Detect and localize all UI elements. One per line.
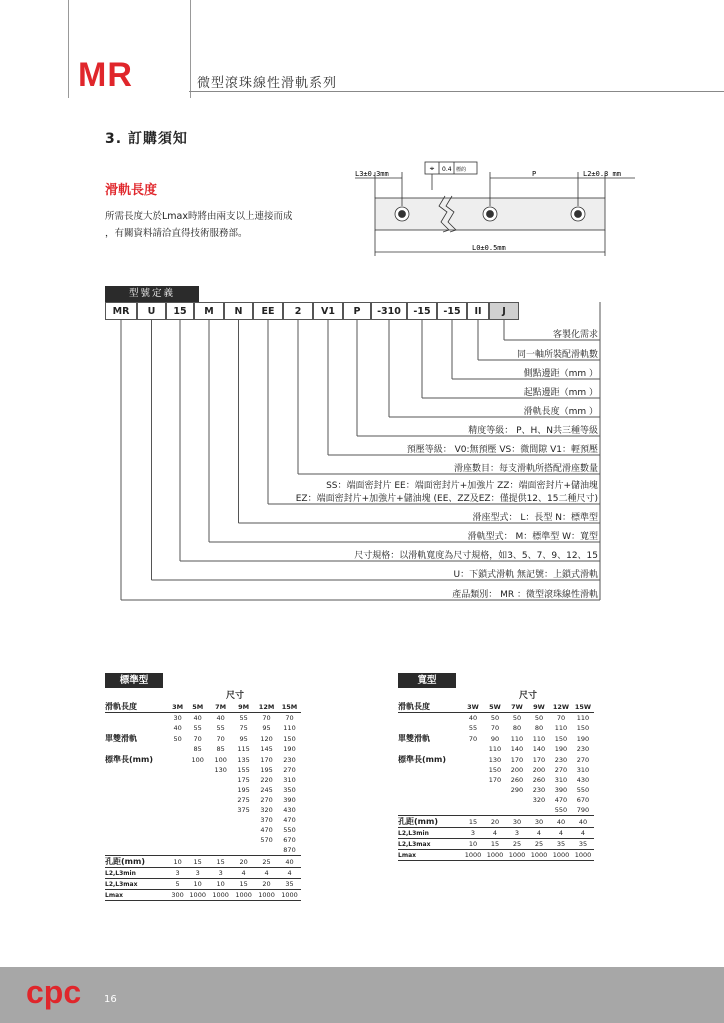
length-cell: 110 (532, 734, 546, 743)
length-cell: 790 (576, 806, 590, 814)
length-cell: 110 (554, 724, 568, 732)
footer-row-label: 孔距(mm) (105, 856, 169, 868)
length-cell: 170 (260, 755, 273, 764)
length-cell: 140 (510, 745, 524, 753)
label-spacer (398, 795, 462, 805)
length-cell: 50 (512, 714, 522, 722)
code-row-text: 滑軌長度（mm ） (523, 407, 598, 417)
label-spacer (398, 723, 462, 733)
length-cell: 50 (173, 734, 182, 743)
footer-cell: 10 (462, 839, 484, 850)
length-cell (209, 785, 232, 795)
footer-cell: 3 (506, 828, 528, 839)
length-cell (169, 795, 186, 805)
code-row-text: 精度等級： P、H、N共三種等級 (468, 426, 598, 436)
length-cell: 430 (576, 776, 590, 784)
length-cell: 50 (490, 714, 500, 722)
length-cell (209, 825, 232, 835)
length-cell: 220 (260, 776, 273, 784)
length-cell (169, 785, 186, 795)
length-cell (484, 805, 506, 816)
length-cell: 130 (488, 755, 502, 764)
size-cell: 15M (278, 701, 301, 713)
length-cell: 470 (554, 796, 568, 804)
footer-row-label: L2,L3max (105, 879, 169, 890)
length-cell: 55 (468, 724, 478, 732)
length-cell: 70 (468, 734, 478, 743)
footer-cell: 35 (550, 839, 572, 850)
length-cell (169, 754, 186, 765)
unit-label-1: 單雙滑軌 (105, 734, 137, 743)
code-row-text: 滑軌型式： M：標準型 W：寬型 (467, 532, 598, 542)
length-cell (462, 805, 484, 816)
length-cell (169, 744, 186, 754)
footer-cell: 1000 (550, 850, 572, 861)
footer-cell: 40 (278, 856, 301, 868)
cpc-logo: cpc (26, 974, 82, 1010)
footer-cell: 30 (506, 816, 528, 828)
length-cell: 270 (260, 796, 273, 804)
code-row-text: 側點邊距（mm ） (523, 369, 598, 379)
label-spacer (105, 713, 169, 724)
code-cell: J (489, 302, 519, 320)
length-cell: 110 (510, 734, 524, 743)
length-cell: 150 (576, 724, 590, 732)
footer-cell: 4 (550, 828, 572, 839)
length-cell (506, 795, 528, 805)
length-cell: 230 (532, 786, 546, 794)
code-row-text: EZ：端面密封片+加強片+儲油塊 (EE、ZZ及EZ：僅提供12、15二種尺寸) (295, 494, 598, 504)
footer-cell: 1000 (528, 850, 550, 861)
code-cell: -310 (371, 302, 407, 320)
code-row-text: 尺寸規格：以滑軌寬度為尺寸規格，如3、5、7、9、12、15 (354, 551, 598, 561)
length-cell (169, 765, 186, 775)
footer-cell: 15 (462, 816, 484, 828)
length-cell: 310 (576, 766, 590, 774)
footer-cell: 25 (528, 839, 550, 850)
section-title: 3. 訂購須知 (105, 131, 188, 147)
length-cell (209, 805, 232, 815)
code-cell: II (467, 302, 489, 320)
length-cell (209, 845, 232, 856)
length-cell: 310 (283, 776, 296, 784)
length-cell (186, 765, 209, 775)
length-cell: 320 (260, 806, 273, 814)
length-cell (462, 765, 484, 775)
label-spacer (105, 835, 169, 845)
size-cell: 5W (484, 701, 506, 713)
label-spacer (105, 765, 169, 775)
length-cell: 150 (554, 734, 568, 743)
length-cell (209, 815, 232, 825)
footer-row-label: L2,L3max (398, 839, 462, 850)
footer-cell: 15 (186, 856, 209, 868)
length-cell (462, 744, 484, 754)
footer-cell: 3 (209, 868, 232, 879)
length-cell (462, 795, 484, 805)
label-spacer (398, 713, 462, 724)
footer-cell: 300 (169, 890, 186, 901)
page-number: 16 (104, 994, 117, 1005)
length-cell: 550 (283, 826, 296, 834)
length-cell: 670 (283, 836, 296, 844)
length-cell: 350 (283, 786, 296, 794)
length-cell: 195 (260, 766, 273, 774)
length-cell: 80 (534, 724, 544, 732)
length-cell: 270 (554, 766, 568, 774)
length-cell: 140 (532, 745, 546, 753)
size-header: 尺寸 (225, 691, 244, 701)
label-spacer (105, 795, 169, 805)
length-cell: 260 (510, 776, 524, 784)
length-cell: 70 (490, 724, 500, 732)
length-cell: 390 (554, 786, 568, 794)
footer-cell: 1000 (484, 850, 506, 861)
description-line-1: 所需長度大於Lmax時將由兩支以上連接而成 (105, 211, 293, 222)
length-cell: 470 (260, 826, 273, 834)
footer-row-label: Lmax (398, 850, 462, 861)
code-cell: N (224, 302, 253, 320)
size-cell: 9W (528, 701, 550, 713)
length-cell: 100 (214, 755, 227, 764)
length-cell: 85 (216, 745, 225, 753)
length-cell: 40 (173, 724, 182, 732)
length-cell: 110 (576, 714, 590, 722)
length-cell (462, 775, 484, 785)
wide-spec-table (398, 688, 594, 861)
footer-cell: 4 (484, 828, 506, 839)
length-cell: 550 (554, 806, 568, 814)
unit-label-2: 標準長(mm) (398, 755, 446, 764)
length-cell: 370 (260, 816, 273, 824)
footer-cell: 1000 (209, 890, 232, 901)
footer-cell: 4 (278, 868, 301, 879)
length-cell (186, 815, 209, 825)
length-cell (484, 795, 506, 805)
footer-cell: 3 (186, 868, 209, 879)
size-cell: 12M (255, 701, 278, 713)
length-cell: 70 (285, 714, 294, 722)
size-cell: 3M (169, 701, 186, 713)
size-cell: 3W (462, 701, 484, 713)
length-cell (209, 835, 232, 845)
footer-row-label: L2,L3min (398, 828, 462, 839)
label-spacer (398, 744, 462, 754)
footer-cell: 40 (572, 816, 594, 828)
label-spacer (105, 785, 169, 795)
length-cell (232, 825, 255, 835)
footer-cell: 30 (528, 816, 550, 828)
length-cell: 120 (260, 734, 273, 743)
length-cell: 430 (283, 806, 296, 814)
length-cell: 50 (534, 714, 544, 722)
svg-text:⌖: ⌖ (429, 164, 435, 173)
label-spacer (398, 805, 462, 816)
label-spacer (105, 775, 169, 785)
size-cell: 9M (232, 701, 255, 713)
l3-label: L3±0.3mm (355, 170, 389, 178)
code-cell: -15 (437, 302, 467, 320)
length-cell: 110 (283, 724, 296, 732)
length-cell: 55 (193, 724, 202, 732)
length-cell: 170 (488, 776, 502, 784)
length-cell: 55 (239, 714, 248, 722)
length-cell: 150 (283, 734, 296, 743)
length-cell: 230 (576, 745, 590, 753)
standard-spec-table (105, 688, 301, 901)
length-cell: 80 (512, 724, 522, 732)
l2-label: L2±0.3 mm (583, 170, 621, 178)
length-cell: 570 (260, 836, 273, 844)
footer-cell: 20 (484, 816, 506, 828)
length-cell: 275 (237, 796, 250, 804)
length-cell: 190 (554, 745, 568, 753)
footer-cell: 20 (232, 856, 255, 868)
length-cell (528, 805, 550, 816)
code-row-text: 滑座型式： L：長型 N：標準型 (472, 513, 598, 523)
size-cell: 5M (186, 701, 209, 713)
length-cell: 85 (193, 745, 202, 753)
length-cell (209, 795, 232, 805)
length-cell (462, 785, 484, 795)
length-cell: 245 (260, 786, 273, 794)
footer-cell: 1000 (278, 890, 301, 901)
header-title: 微型滾珠線性滑軌系列 (197, 76, 338, 91)
code-cell: V1 (313, 302, 343, 320)
length-cell: 170 (532, 755, 546, 764)
description-line-2: ，有關資料請洽直得技術服務部。 (105, 228, 248, 239)
length-cell (506, 805, 528, 816)
unit-label-2: 標準長(mm) (105, 755, 153, 764)
length-cell: 40 (468, 714, 478, 722)
footer-cell: 20 (255, 879, 278, 890)
length-cell: 670 (576, 796, 590, 804)
length-cell: 195 (237, 786, 250, 794)
footer-cell: 15 (209, 856, 232, 868)
footer-cell: 4 (572, 828, 594, 839)
code-row-text: U：下鎖式滑軌 無記號：上鎖式滑軌 (453, 570, 598, 580)
label-spacer (398, 785, 462, 795)
footer-cell: 4 (232, 868, 255, 879)
length-header: 滑軌長度 (105, 701, 169, 713)
length-cell: 550 (576, 786, 590, 794)
length-cell: 55 (216, 724, 225, 732)
tolerance-value: 0.4 (442, 166, 452, 173)
length-cell (186, 805, 209, 815)
footer-cell: 35 (572, 839, 594, 850)
length-cell: 70 (556, 714, 566, 722)
code-row-text: 同一軸所裝配滑軌數 (516, 350, 598, 360)
p-label: P (532, 170, 537, 178)
l0-label: L0±0.5mm (472, 244, 506, 252)
footer-cell: 3 (169, 868, 186, 879)
footer-cell: 10 (169, 856, 186, 868)
code-row-text: 起點邊距（mm ） (523, 388, 598, 398)
length-cell (169, 835, 186, 845)
label-spacer (105, 845, 169, 856)
length-cell: 70 (216, 734, 225, 743)
length-cell: 40 (193, 714, 202, 722)
length-cell: 270 (283, 766, 296, 774)
length-cell (169, 805, 186, 815)
code-cell: MR (105, 302, 137, 320)
footer-row-label: 孔距(mm) (398, 816, 462, 828)
length-cell: 320 (532, 796, 546, 804)
length-cell: 470 (283, 816, 296, 824)
label-spacer (105, 815, 169, 825)
length-cell: 90 (490, 734, 500, 743)
footer-cell: 15 (232, 879, 255, 890)
size-cell: 12W (550, 701, 572, 713)
footer-cell: 25 (506, 839, 528, 850)
code-cell: M (194, 302, 224, 320)
footer-row-label: L2,L3min (105, 868, 169, 879)
footer-cell: 1000 (572, 850, 594, 861)
size-header: 尺寸 (518, 691, 537, 701)
code-cell: 15 (166, 302, 194, 320)
length-cell (169, 775, 186, 785)
mr-logo: MR (78, 56, 133, 94)
footer-cell: 15 (484, 839, 506, 850)
length-cell (232, 815, 255, 825)
code-cell: EE (253, 302, 283, 320)
footer-cell: 1000 (255, 890, 278, 901)
length-cell: 230 (283, 755, 296, 764)
length-cell (186, 795, 209, 805)
length-cell: 390 (283, 796, 296, 804)
footer-cell: 1000 (506, 850, 528, 861)
label-spacer (105, 723, 169, 733)
length-cell: 110 (488, 745, 502, 753)
length-cell (484, 785, 506, 795)
length-cell: 155 (237, 766, 250, 774)
length-cell (255, 845, 278, 856)
length-cell: 95 (239, 734, 248, 743)
length-cell (232, 835, 255, 845)
code-row-text: 客製化需求 (552, 330, 598, 340)
length-cell (169, 815, 186, 825)
length-cell (186, 845, 209, 856)
unit-label-1: 單雙滑軌 (398, 734, 430, 743)
length-cell (186, 835, 209, 845)
code-definition-tag: 型號定義 (105, 286, 199, 302)
length-cell: 95 (262, 724, 271, 732)
footer-cell: 4 (255, 868, 278, 879)
length-cell: 170 (510, 755, 524, 764)
length-cell: 200 (532, 766, 546, 774)
length-cell: 230 (554, 755, 568, 764)
length-cell: 70 (193, 734, 202, 743)
length-cell (232, 845, 255, 856)
label-spacer (105, 744, 169, 754)
label-spacer (105, 805, 169, 815)
length-cell (186, 785, 209, 795)
footer-cell: 1000 (186, 890, 209, 901)
label-spacer (105, 825, 169, 835)
label-spacer (398, 775, 462, 785)
standard-table-tag: 標準型 (105, 673, 163, 688)
footer-cell: 10 (186, 879, 209, 890)
tolerance-label: 標的 (456, 167, 467, 173)
footer-row-label: Lmax (105, 890, 169, 901)
footer-cell: 10 (209, 879, 232, 890)
length-cell: 75 (239, 724, 248, 732)
length-cell: 145 (260, 745, 273, 753)
code-row-text: 預壓等級： V0:無預壓 VS：微間隙 V1：輕預壓 (406, 445, 598, 455)
length-cell: 290 (510, 786, 524, 794)
length-cell: 310 (554, 776, 568, 784)
length-cell (186, 775, 209, 785)
length-cell: 190 (576, 734, 590, 743)
length-cell: 190 (283, 745, 296, 753)
length-cell (462, 754, 484, 765)
length-cell: 40 (216, 714, 225, 722)
footer-cell: 4 (528, 828, 550, 839)
footer-cell: 1000 (232, 890, 255, 901)
footer-cell: 40 (550, 816, 572, 828)
length-cell (186, 825, 209, 835)
footer-cell: 5 (169, 879, 186, 890)
length-cell: 260 (532, 776, 546, 784)
length-cell: 870 (283, 846, 296, 854)
code-row-text: 滑座數目：每支滑軌所搭配滑座數量 (453, 464, 598, 474)
code-cell: U (137, 302, 166, 320)
subsection-title: 滑軌長度 (105, 183, 158, 198)
size-cell: 7M (209, 701, 232, 713)
length-cell: 200 (510, 766, 524, 774)
code-row-text: SS：端面密封片 EE：端面密封片+加強片 ZZ：端面密封片+儲油塊 (326, 481, 598, 491)
length-header: 滑軌長度 (398, 701, 462, 713)
length-cell (169, 825, 186, 835)
code-row-text: 產品類別： MR ：微型滾珠線性滑軌 (452, 590, 598, 600)
footer-cell: 35 (278, 879, 301, 890)
length-cell: 115 (237, 745, 250, 753)
length-cell: 30 (173, 714, 182, 722)
length-cell: 130 (214, 766, 227, 774)
length-cell: 375 (237, 806, 250, 814)
code-cell: P (343, 302, 371, 320)
length-cell: 70 (262, 714, 271, 722)
size-cell: 15W (572, 701, 594, 713)
wide-table-tag: 寬型 (398, 673, 456, 688)
length-cell (169, 845, 186, 856)
length-cell: 135 (237, 755, 250, 764)
length-cell: 175 (237, 776, 250, 784)
size-cell: 7W (506, 701, 528, 713)
label-spacer (398, 765, 462, 775)
footer-cell: 1000 (462, 850, 484, 861)
code-cell: -15 (407, 302, 437, 320)
footer-cell: 25 (255, 856, 278, 868)
length-cell: 100 (191, 755, 204, 764)
code-cell: 2 (283, 302, 313, 320)
length-cell: 150 (488, 766, 502, 774)
length-cell (209, 775, 232, 785)
footer-cell: 3 (462, 828, 484, 839)
length-cell: 270 (576, 755, 590, 764)
